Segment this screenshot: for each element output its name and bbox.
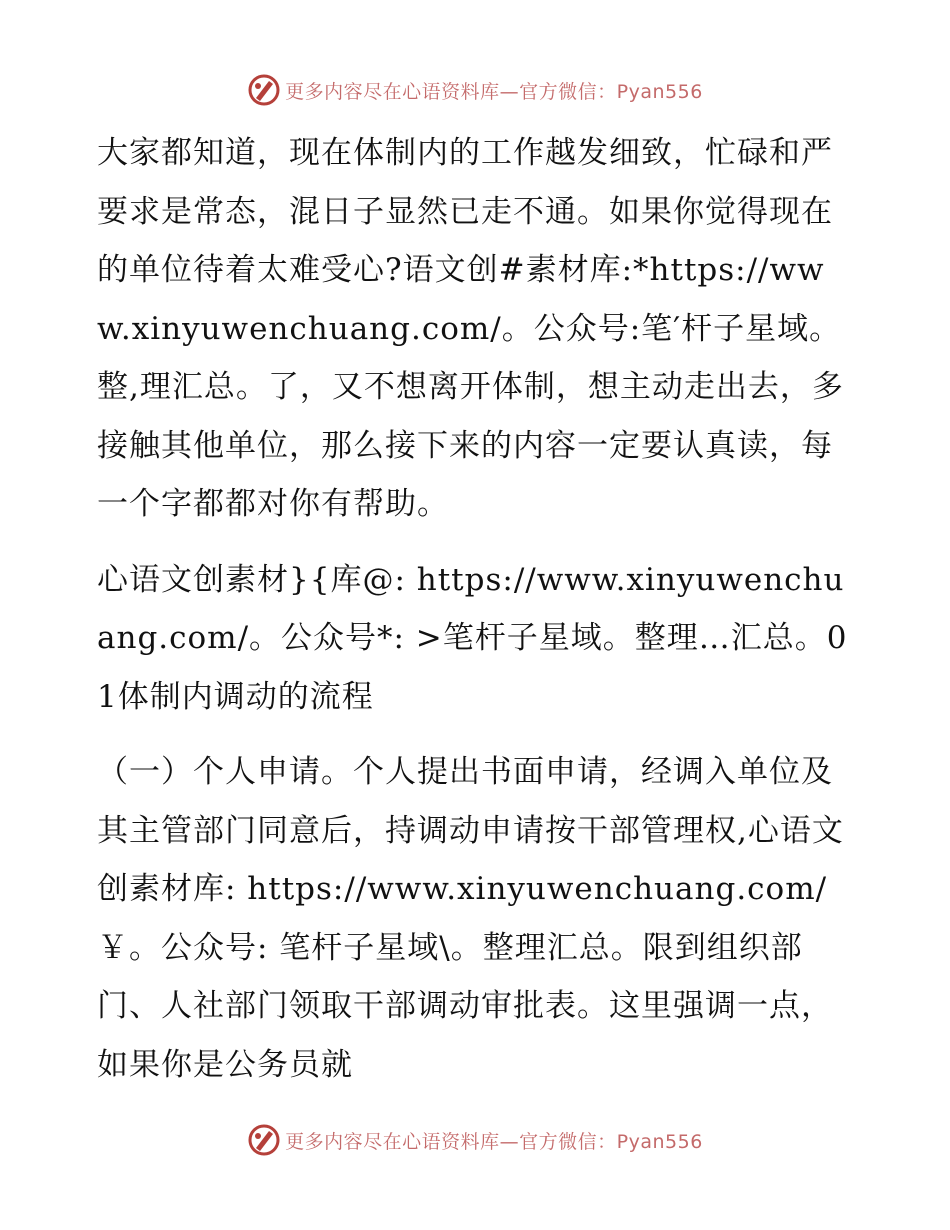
header-banner-text: 更多内容尽在心语资料库—官方微信：Pyan556 xyxy=(285,80,703,103)
footer-banner xyxy=(0,1120,950,1160)
paragraph-personal-application: （一）个人申请。个人提出书面申请，经调入单位及其主管部门同意后，持调动申请按干部管理权,心语文创素材库: https://www.xinyuwenchuang.com/￥。公众号: 笔杆子星域\。整理汇总。限到组织部门、人社部门领取干部调动审批表。这里强调一点，如果你是公务员就 xyxy=(97,754,844,1083)
paragraph-intro: 大家都知道，现在体制内的工作越发细致，忙碌和严要求是常态，混日子显然已走不通。如果你觉得现在的单位待着太难受心?语文创#素材库:*https://www.xinyuwenchuang.com/。公众号:笔′杆子星域。整,理汇总。了，又不想离开体制，想主动走出去，多接触其他单位，那么接下来的内容一定要认真读，每一个字都都对你有帮助。 xyxy=(97,135,844,522)
header-banner xyxy=(0,70,950,110)
document-body xyxy=(97,124,857,1094)
footer-banner-text: 更多内容尽在心语资料库—官方微信：Pyan556 xyxy=(285,1130,703,1153)
logo-icon xyxy=(247,1123,281,1157)
logo-icon xyxy=(247,73,281,107)
paragraph-source-note: 心语文创素材}{库@: https://www.xinyuwenchuang.com/。公众号*: >笔杆子星域。整理…汇总。01体制内调动的流程 xyxy=(97,561,848,715)
